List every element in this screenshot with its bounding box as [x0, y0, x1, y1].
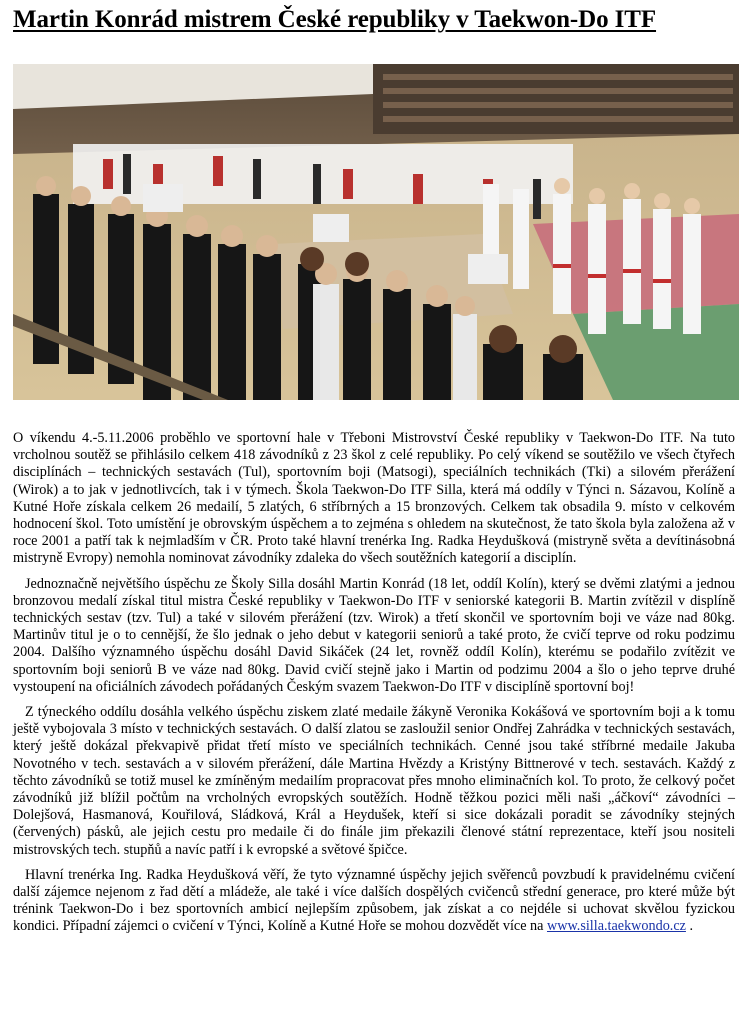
article-paragraph: Jednoznačně největšího úspěchu ze Školy Silla dosáhl Martin Konrád (18 let, oddíl Kolín), který se dvěmi zlatými a jednou bronzovou medalí získal titul mistra České republiky v Taekwon-Do ITF v seniorské kategorii B. Martin zvítězil v displíně technických sestav (tzv. Tul) a také v silovém přerážení (tzv. Wirok) a třetí skončil ve sportovním boji ve váze nad 80kg. Martinův titul je o to cennější, že šlo jednak o jeho debut v kategorii seniorů a také proto, že cvičí teprve od roku podzimu 2004. Dalšího významného úspěchu dosáhl David Sikáček (24 let, rovněž oddíl Kolín), kterému se podařilo zvítězit ve sportovním boji seniorů B ve váze nad 80kg. David cvičí stejně jako i Martin od podzimu 2004 a šlo o jeho teprve druhé vystoupení na oficiálních závodech pořádaných Českým svazem Taekwon-Do ITF v disciplíně sportovní boj! — [13, 575, 735, 695]
article-title: Martin Konrád mistrem České republiky v Taekwon-Do ITF — [13, 6, 657, 33]
website-link[interactable]: www.silla.taekwondo.cz — [546, 918, 686, 935]
article-paragraph: Z týneckého oddílu dosáhla velkého úspěchu ziskem zlaté medaile žákyně Veronika Kokášová ve sportovním boji a k tomu ještě vybojovala 3 místo v technických sestavách. O další zlatou se zasloužil senior Ondřej Zahrádka v technických sestavách, který ještě dokázal překvapivě přidat třetí místo ve speciálních technikách. Cenné jsou také stříbrné medaile Jakuba Novotného v tech. sestavách a v silovém přerážení, dále Martina Hvězdy a Kristýny Bittnerové v tech. sestavách. Každý z těchto závodníků se totiž musel ke zmíněným medailím propracovat přes mnoho eliminačních kol. To proto, že celkový počet závodníků již blížil počtům na vrcholných evropských soutěžích. Hodně těžkou pozici měli naši „áčkoví“ závodníci – Dolejšová, Hasmanová, Kouřilová, Sládková, Král a Heydušek, kteří si sice dokázali poradit se závodníky stejných (červených) pásků, ale jejich cestu pro medaile či do finále jim překazili členové státní reprezentace, kteří jsou nositeli mistrovských tech. stupňů a navíc patří i k evropské a světové špičce. — [13, 704, 735, 858]
article-paragraph-text: Hlavní trenérka Ing. Radka Heydušková věří, že tyto významné úspěchy jejich svěřenců povzbudí k pravidelnému cvičení další zájemce nejenom z řad dětí a mládeže, ale také i více dalších dospělých cvičenců střední generace, pro které může být trénink Taekwon-Do i bez sportovních ambicí nejlepším způsobem, jak získat a co nejdéle si uchovat skvělou fyzickou kondici. Případní zájemci o cvičení v Týnci, Kolíně a Kutné Hoře se mohou dozvědět více na — [13, 866, 735, 935]
article-paragraph-last — [13, 867, 735, 936]
link-suffix: . — [685, 918, 694, 935]
tournament-photo — [13, 64, 739, 400]
article-paragraph: O víkendu 4.-5.11.2006 proběhlo ve sportovní hale v Třeboni Mistrovství České republiky v Taekwon-Do ITF. Na tuto vrcholnou soutěž se přihlásilo celkem 418 závodníků z 23 škol z celé republiky. Po celý víkend se soutěžilo ve všech čtyřech disciplínách – technických sestavách (Tul), sportovním boji (Matsogi), speciálních technikách (Tki) a silovém přerážení (Wirok) a to jak v jednotlivcích, tak i v týmech. Škola Taekwon-Do ITF Silla, která má oddíly v Týnci n. Sázavou, Kolíně a Kutné Hoře získala celkem 26 medailí, 5 zlatých, 6 stříbrných a 15 bronzových. Celkem tak obsadila 9. místo v celkovém hodnocení škol. Toto umístění je obrovským úspěchem a to zejména s ohledem na skutečnost, že tato škola byla založena až v roce 2001 a patří tak k nejmladším v ČR. Proto také hlavní trenérka Ing. Radka Heydušková (mistryně světa a devítinásobná mistryně Evropy) nemohla nominovat závodníky zdaleka do všech soutěžních kategorií a disciplín. — [13, 430, 735, 567]
article-body — [13, 430, 735, 944]
